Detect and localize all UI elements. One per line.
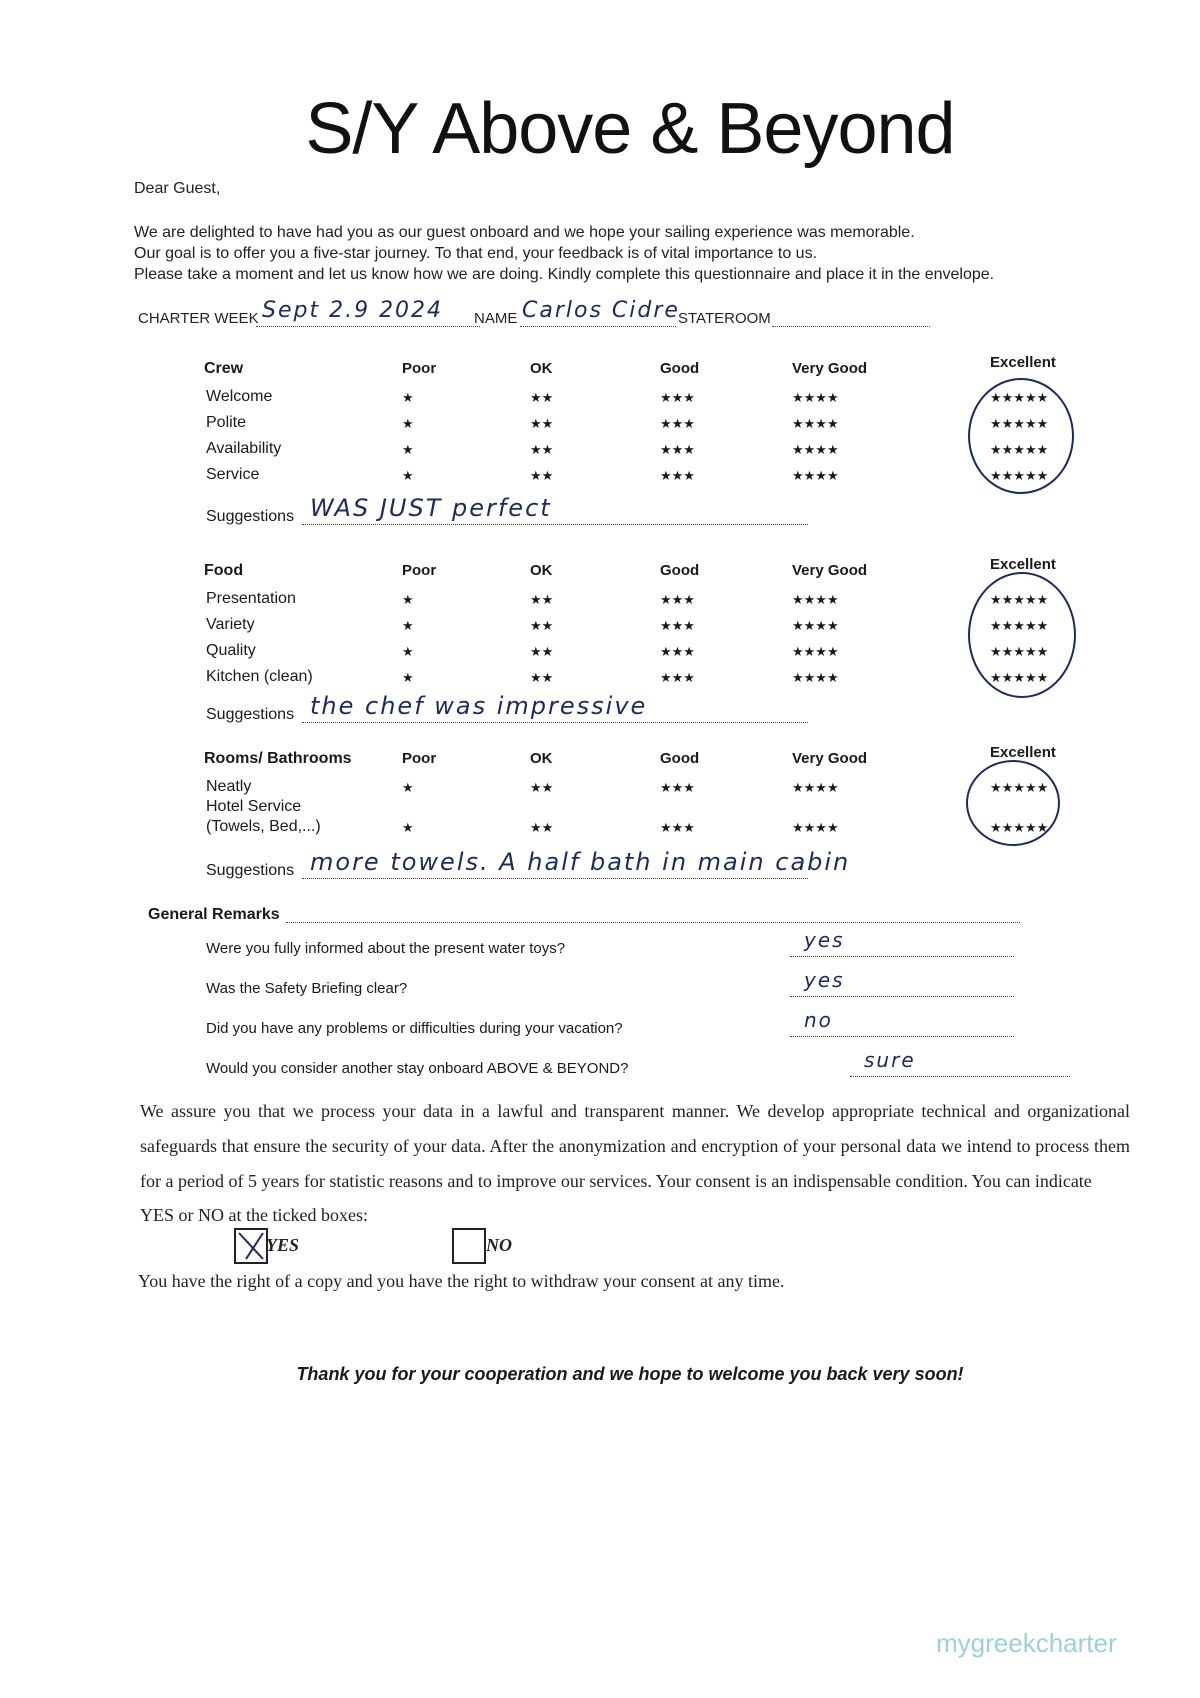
rating-stars[interactable]: ★★ (530, 780, 554, 795)
consent-yes-checkbox[interactable] (234, 1228, 268, 1264)
rating-column-header: Very Good (792, 562, 868, 579)
greeting: Dear Guest, (134, 180, 221, 197)
consent-no-label: NO (486, 1235, 512, 1255)
suggestions-label: Suggestions (206, 508, 295, 525)
criterion-label: (Towels, Bed,...) (206, 818, 321, 835)
rating-column-header: Excellent (990, 354, 1056, 371)
rating-column-header: Excellent (990, 744, 1056, 761)
rating-stars[interactable]: ★ (402, 416, 414, 431)
remark-answer[interactable]: no (804, 1008, 833, 1032)
suggestion-handwriting[interactable]: more towels. A half bath in main cabin (310, 848, 851, 876)
rating-column-header: Very Good (792, 750, 868, 767)
excellent-selection-circle (968, 378, 1074, 494)
remark-question: Did you have any problems or difficulties during your vacation? (206, 1020, 623, 1037)
rating-stars[interactable]: ★★★★★ (990, 416, 1049, 431)
privacy-text (140, 1094, 1130, 1199)
consent-yes-label: YES (266, 1235, 300, 1255)
rating-stars[interactable]: ★★ (530, 670, 554, 685)
rating-stars[interactable]: ★★★★ (792, 592, 839, 607)
name-label: NAME (474, 310, 518, 327)
remark-answer[interactable]: yes (804, 968, 845, 992)
rating-stars[interactable]: ★★★ (660, 644, 695, 659)
rating-column-header: Good (660, 360, 700, 377)
watermark-logo: mygreekcharter (936, 1628, 1117, 1658)
rating-stars[interactable]: ★★★ (660, 442, 695, 457)
rating-column-header: OK (530, 562, 553, 579)
rating-stars[interactable]: ★★★ (660, 468, 695, 483)
criterion-label: Welcome (206, 388, 273, 405)
privacy-tail: YES or NO at the ticked boxes: (140, 1205, 368, 1225)
rating-stars[interactable]: ★ (402, 592, 414, 607)
stateroom-label: STATEROOM (678, 310, 771, 327)
rating-stars[interactable]: ★ (402, 644, 414, 659)
checkmark-x-icon (236, 1230, 266, 1262)
thanks-text: Thank you for your cooperation and we hope to welcome you back very soon! (296, 1364, 964, 1384)
criterion-label: Neatly (206, 778, 252, 795)
rating-stars[interactable]: ★★★★ (792, 416, 839, 431)
rating-column-header: Poor (402, 562, 437, 579)
rating-stars[interactable]: ★★★★ (792, 820, 839, 835)
section-title: Food (204, 562, 244, 579)
rating-stars[interactable]: ★★★★★ (990, 468, 1049, 483)
rating-stars[interactable]: ★★★ (660, 780, 695, 795)
rating-stars[interactable]: ★★★★ (792, 390, 839, 405)
rating-stars[interactable]: ★★★★★ (990, 592, 1049, 607)
rating-stars[interactable]: ★ (402, 670, 414, 685)
rating-column-header: OK (530, 750, 553, 767)
rating-stars[interactable]: ★★ (530, 390, 554, 405)
rating-stars[interactable]: ★★★ (660, 820, 695, 835)
intro-line: We are delighted to have had you as our guest onboard and we hope your sailing experience was memorable. (134, 224, 915, 241)
intro-line: Our goal is to offer you a five-star journey. To that end, your feedback is of vital importance to us. (134, 245, 818, 262)
rating-stars[interactable]: ★ (402, 468, 414, 483)
section-title: Crew (204, 360, 244, 377)
rating-stars[interactable]: ★★★★★ (990, 820, 1049, 835)
rating-stars[interactable]: ★★★★ (792, 442, 839, 457)
suggestions-label: Suggestions (206, 706, 295, 723)
rating-stars[interactable]: ★★ (530, 820, 554, 835)
rating-stars[interactable]: ★★★★★ (990, 644, 1049, 659)
section-title: Rooms/ Bathrooms (204, 750, 352, 767)
rating-stars[interactable]: ★★ (530, 592, 554, 607)
rating-stars[interactable]: ★★★★★ (990, 390, 1049, 405)
rating-stars[interactable]: ★★★★ (792, 644, 839, 659)
criterion-label: Service (206, 466, 260, 483)
criterion-label: Kitchen (clean) (206, 668, 313, 685)
suggestion-handwriting[interactable]: the chef was impressive (310, 692, 648, 720)
rights-text: You have the right of a copy and you have the right to withdraw your consent at any time. (138, 1271, 785, 1291)
suggestions-line (302, 722, 808, 723)
intro-line: Please take a moment and let us know how we are doing. Kindly complete this questionnaire and place it in the envelope. (134, 266, 995, 283)
rating-stars[interactable]: ★★ (530, 468, 554, 483)
rating-column-header: Good (660, 562, 700, 579)
rating-stars[interactable]: ★★★★ (792, 670, 839, 685)
privacy-body: We assure you that we process your data in a lawful and transparent manner. We develop appropriate technical and organizational safeguards that ensure the security of your data. After the anonymization and encryption of your personal data we intend to process them for a period of 5 years for statistic reasons and to improve our services. Your consent is an indispensable condition. You can indicate (140, 1101, 1130, 1191)
rating-stars[interactable]: ★★★ (660, 618, 695, 633)
page-title: S/Y Above & Beyond (305, 89, 955, 169)
criterion-label: Availability (206, 440, 282, 457)
rating-stars[interactable]: ★★★ (660, 592, 695, 607)
criterion-label: Variety (206, 616, 255, 633)
rating-stars[interactable]: ★★★★ (792, 780, 839, 795)
rating-stars[interactable]: ★ (402, 820, 414, 835)
remark-answer[interactable]: sure (864, 1048, 916, 1072)
general-remarks-label: General Remarks (148, 906, 280, 923)
rating-stars[interactable]: ★★ (530, 416, 554, 431)
remark-question: Would you consider another stay onboard ABOVE & BEYOND? (206, 1060, 629, 1077)
rating-stars[interactable]: ★ (402, 618, 414, 633)
rating-stars[interactable]: ★★★ (660, 670, 695, 685)
criterion-label: Polite (206, 414, 247, 431)
criterion-label: Hotel Service (206, 798, 302, 815)
rating-stars[interactable]: ★ (402, 442, 414, 457)
rating-column-header: Good (660, 750, 700, 767)
rating-stars[interactable]: ★★★★★ (990, 442, 1049, 457)
criterion-label: Quality (206, 642, 256, 659)
rating-stars[interactable]: ★★★★★ (990, 670, 1049, 685)
rating-column-header: Very Good (792, 360, 868, 377)
rating-stars[interactable]: ★★ (530, 618, 554, 633)
rating-stars[interactable]: ★★★★ (792, 468, 839, 483)
rating-stars[interactable]: ★★★ (660, 390, 695, 405)
excellent-selection-circle (968, 572, 1076, 698)
rating-column-header: OK (530, 360, 553, 377)
criterion-label: Presentation (206, 590, 296, 607)
rating-stars[interactable]: ★★★★★ (990, 618, 1049, 633)
suggestions-line (302, 524, 808, 525)
rating-column-header: Excellent (990, 556, 1056, 573)
suggestion-handwriting[interactable]: WAS JUST perfect (310, 494, 552, 522)
rating-stars[interactable]: ★★★ (660, 416, 695, 431)
excellent-selection-circle (966, 760, 1060, 846)
rating-stars[interactable]: ★ (402, 390, 414, 405)
suggestions-line (302, 878, 808, 879)
charter-week-label: CHARTER WEEK (138, 310, 259, 327)
remark-question: Was the Safety Briefing clear? (206, 980, 408, 997)
name-value: Carlos Cidre (522, 298, 680, 323)
charter-week-value: Sept 2.9 2024 (262, 298, 444, 323)
intro-text (134, 222, 994, 285)
rating-stars[interactable]: ★★★★★ (990, 780, 1049, 795)
consent-no-checkbox[interactable] (452, 1228, 486, 1264)
remark-answer[interactable]: yes (804, 928, 845, 952)
remark-question: Were you fully informed about the present water toys? (206, 940, 566, 957)
rating-stars[interactable]: ★★ (530, 442, 554, 457)
rating-column-header: Poor (402, 750, 437, 767)
rating-stars[interactable]: ★ (402, 780, 414, 795)
rating-column-header: Poor (402, 360, 437, 377)
suggestions-label: Suggestions (206, 862, 295, 879)
rating-stars[interactable]: ★★ (530, 644, 554, 659)
rating-stars[interactable]: ★★★★ (792, 618, 839, 633)
